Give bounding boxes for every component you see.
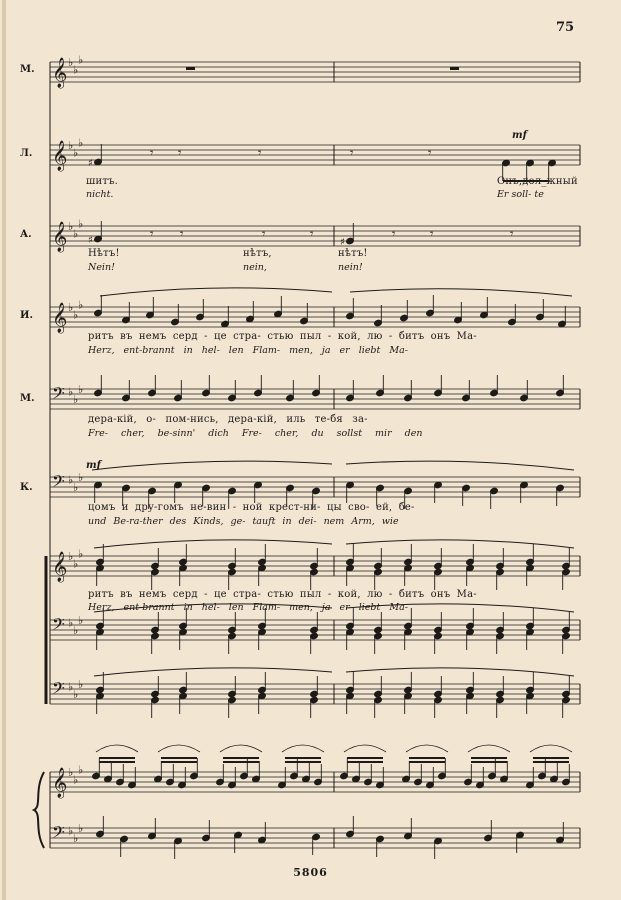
slur [96,745,138,752]
slur [92,461,332,470]
lyric-ru: нѣтъ! [338,248,368,259]
eighth-rest-icon: 𝄾 [510,227,514,242]
whole-rest [450,67,459,70]
flat-icon: ♭ [68,766,74,779]
flat-icon: ♭ [78,547,84,561]
treble-clef-icon: 𝄞 [52,222,68,252]
treble-clef-icon: 𝄞 [52,141,68,171]
flat-icon: ♭ [73,688,79,701]
treble-clef-icon: 𝄞 [52,768,68,798]
eighth-rest-icon: 𝄾 [150,146,154,161]
lyric-de: Nein! [88,262,115,273]
lyric-ru: Нѣтъ! [88,248,120,259]
eighth-rest-icon: 𝄾 [180,227,184,242]
dynamic-mf-l: mf [512,130,527,141]
lyric-ru: цомъ и дру-гомъ не-вин - ной крест-ни- цы сво- ей, бе- [88,502,415,513]
plate-number: 5806 [293,866,328,879]
slur [158,745,200,752]
flat-icon: ♭ [78,383,84,396]
flat-icon: ♭ [73,557,79,571]
bass-clef-icon: 𝄢 [52,822,65,846]
flat-icon: ♭ [78,217,84,231]
staff-label-l: Л. [20,148,33,159]
bass-clef-icon: 𝄢 [52,383,65,407]
flat-icon: ♭ [68,824,74,838]
slur [344,745,386,752]
flat-icon: ♭ [68,616,74,630]
sharp-icon: ♯ [340,237,345,248]
lyric-ru: ритъ въ немъ серд - це стра- стью пыл - кой, лю - битъ онъ Ма- [88,331,477,342]
flat-icon: ♭ [73,308,79,322]
flat-icon: ♭ [73,481,79,494]
lyric-de: Er soll- te [497,189,544,200]
flat-icon: ♭ [68,139,74,152]
lyric-ru: дера-кій, о- пом-нись, дера-кій, иль те-бя за- [88,414,368,425]
flat-icon: ♭ [68,680,74,694]
slur [346,540,574,548]
flat-icon: ♭ [73,146,79,160]
dynamic-mf-k: mf [86,460,101,471]
flat-icon: ♭ [68,473,74,487]
piano-brace [34,772,44,848]
flat-icon: ♭ [68,385,74,399]
slur [220,745,262,752]
slur [346,668,574,676]
flat-icon: ♭ [78,822,84,835]
lyric-de: nein! [338,262,363,273]
flat-icon: ♭ [73,63,79,77]
slur [346,461,574,470]
slur [406,745,448,752]
lyric-de: nein, [243,262,267,273]
slur [282,745,324,752]
slur [350,289,572,296]
staff-label-k: К. [20,482,33,493]
flat-icon: ♭ [73,393,79,406]
eighth-rest-icon: 𝄾 [392,227,396,242]
flat-icon: ♭ [68,301,74,314]
flat-icon: ♭ [73,773,79,787]
bass-clef-icon: 𝄢 [52,471,65,495]
eighth-rest-icon: 𝄾 [178,146,182,161]
eighth-rest-icon: 𝄾 [428,146,432,161]
lyric-de: Herz, ent-brannt in hel- len Flam- men, ja er liebt Ma- [88,345,408,356]
sharp-icon: ♯ [88,235,93,246]
lyric-ru: нѣтъ, [243,248,272,259]
lyric-de: Herz, ent-brannt in hel- len Flam- men, ja er liebt Ma- [88,602,408,613]
whole-rest [186,67,195,70]
flat-icon: ♭ [78,53,84,67]
slur [94,540,332,548]
flat-icon: ♭ [73,227,79,241]
bass-clef-icon: 𝄢 [52,614,65,638]
lyric-ru: шитъ. [86,176,119,187]
treble-clef-icon: 𝄞 [52,303,68,333]
eighth-rest-icon: 𝄾 [150,227,154,242]
staff-label-i: И. [20,310,33,321]
slur [94,668,332,676]
flat-icon: ♭ [68,550,74,563]
flat-icon: ♭ [68,220,74,233]
flat-icon: ♭ [73,832,79,845]
flat-icon: ♭ [78,678,84,691]
lyric-de: nicht. [86,189,114,200]
treble-clef-icon: 𝄞 [52,58,68,88]
flat-icon: ♭ [68,56,74,69]
bass-clef-icon: 𝄢 [52,678,65,702]
flat-icon: ♭ [78,471,84,484]
eighth-rest-icon: 𝄾 [430,227,434,242]
flat-icon: ♭ [78,136,84,150]
slur [530,745,572,752]
sharp-icon: ♯ [88,158,93,169]
lyric-ru: ритъ въ немъ серд - це стра- стью пыл - кой, лю - битъ онъ Ма- [88,589,477,600]
staff-label-m1: M. [20,64,35,75]
flat-icon: ♭ [73,624,79,637]
staff-label-m2: М. [20,393,35,404]
staff-label-a: А. [20,229,32,240]
flat-icon: ♭ [78,298,84,312]
slur [100,288,332,296]
eighth-rest-icon: 𝄾 [310,227,314,242]
eighth-rest-icon: 𝄾 [258,146,262,161]
slur [468,745,510,752]
eighth-rest-icon: 𝄾 [262,227,266,242]
lyric-de: und Be-ra-ther des Kinds, ge- tauft in dei- nem Arm, wie [88,516,399,527]
eighth-rest-icon: 𝄾 [350,146,354,161]
flat-icon: ♭ [78,763,84,777]
treble-clef-icon: 𝄞 [52,552,68,582]
lyric-de: Fre- cher, be-sinn' dich Fre- cher, du sollst mir den [88,428,423,439]
page-number: 75 [556,20,575,35]
lyric-ru: Онъ,дол_жный [497,176,578,187]
flat-icon: ♭ [78,614,84,627]
